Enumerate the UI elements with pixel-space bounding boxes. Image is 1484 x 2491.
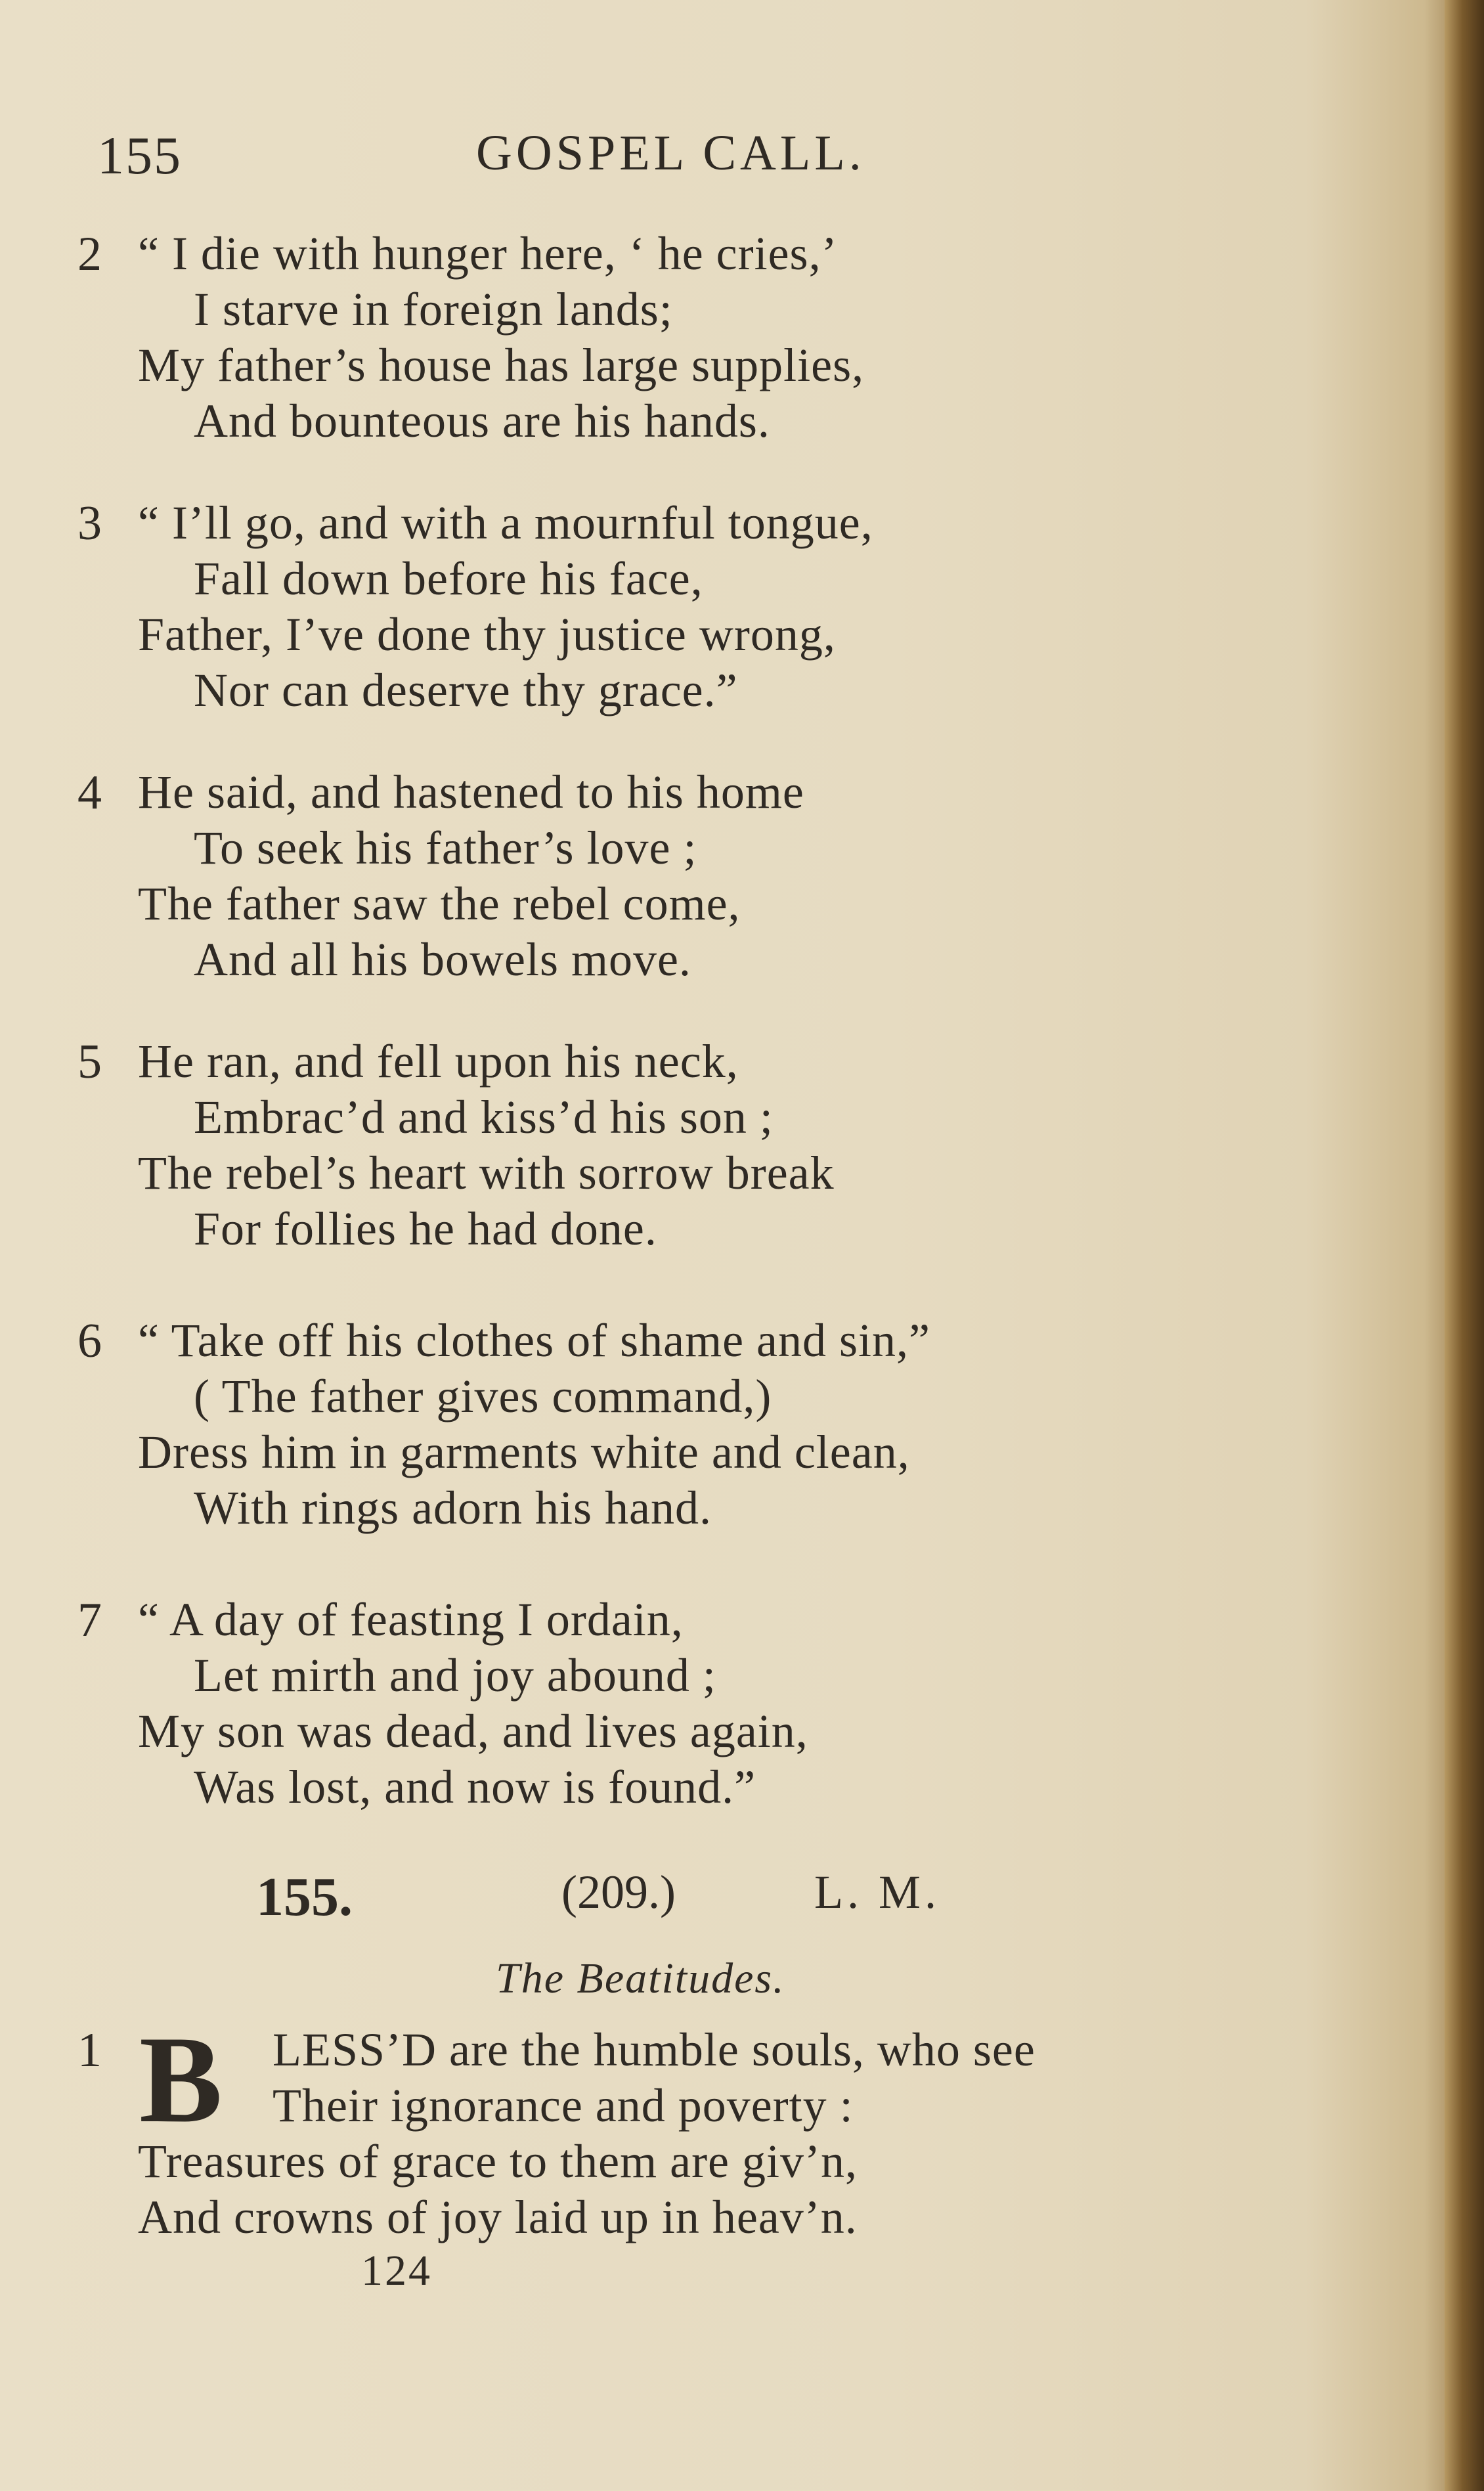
stanza-line: “ I’ll go, and with a mournful tongue, [138,496,873,549]
stanza-line: And all his bowels move. [194,933,691,986]
stanza-line: ( The father gives command,) [194,1370,772,1422]
stanza-line: He ran, and fell upon his neck, [138,1035,739,1088]
stanza-line: He said, and hastened to his home [138,766,804,818]
stanza-line: “ Take off his clothes of shame and sin,” [138,1314,930,1367]
stanza-line: And bounteous are his hands. [194,395,770,447]
stanza-number: 7 [77,1593,102,1647]
stanza-line: For follies he had done. [194,1202,657,1255]
hymn-number: 155. [256,1866,353,1928]
stanza-line: My son was dead, and lives again, [138,1705,808,1757]
stanza-line: Treasures of grace to them are giv’n, [138,2135,858,2188]
hymn-header [0,1865,1484,1931]
stanza-line: “ I die with hunger here, ‘ he cries,’ [138,227,838,280]
stanza-line: My father’s house has large supplies, [138,339,865,391]
stanza-line: Dress him in garments white and clean, [138,1426,910,1478]
stanza-line: Let mirth and joy abound ; [194,1649,716,1702]
stanza-line: Nor can deserve thy grace.” [194,664,738,716]
stanza-line: Was lost, and now is found.” [194,1761,756,1813]
stanza-line: And crowns of joy laid up in heav’n. [138,2191,858,2243]
stanza-number: 3 [77,496,102,550]
drop-cap: B [139,2011,223,2149]
stanza-line: To seek his father’s love ; [194,822,697,874]
stanza-number: 6 [77,1314,102,1368]
signature-mark: 124 [361,2247,432,2295]
stanza-line: With rings adorn his hand. [194,1482,712,1534]
page-edge [1445,0,1484,2491]
stanza-line: The rebel’s heart with sorrow break [138,1147,835,1199]
stanza-line: LESS’D are the humble souls, who see [273,2023,1036,2076]
running-head: GOSPEL CALL. [476,125,865,181]
stanza-line: The father saw the rebel come, [138,877,741,930]
stanza-line: I starve in foreign lands; [194,283,673,336]
hymn-meter: L. M. [814,1866,940,1918]
stanza-line: Embrac’d and kiss’d his son ; [194,1091,774,1143]
stanza-line: Father, I’ve done thy justice wrong, [138,608,836,661]
stanza-line: Fall down before his face, [194,552,703,605]
stanza-number: 2 [77,227,102,281]
page-number: 155 [97,125,182,185]
stanza-number: 4 [77,766,102,820]
stanza-line: Their ignorance and poverty : [273,2079,854,2132]
hymn-title: The Beatitudes. [496,1954,785,2002]
stanza-line: “ A day of feasting I ordain, [138,1593,684,1646]
stanza-number: 1 [77,2023,102,2077]
hymn-reference: (209.) [561,1866,676,1918]
page-header [0,125,1484,197]
stanza-number: 5 [77,1035,102,1089]
